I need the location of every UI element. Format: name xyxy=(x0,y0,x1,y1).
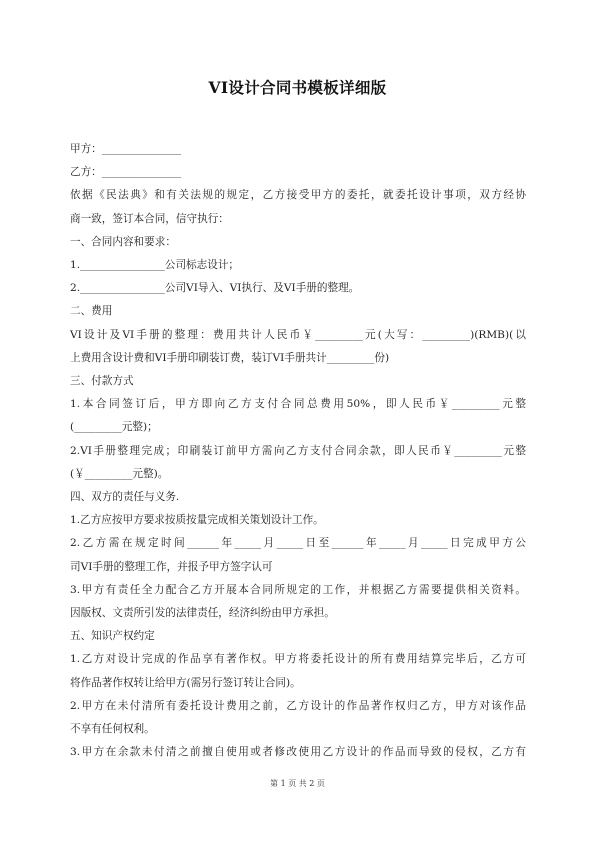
paragraph-line: 1.________________公司标志设计； xyxy=(70,259,240,272)
section-heading: 四、双方的责任与义务. xyxy=(70,491,180,504)
section-heading: 三、付款方式 xyxy=(70,375,134,388)
paragraph-line: 2.________________公司VI导入、VI执行、及VI手册的整理。 xyxy=(70,282,360,295)
paragraph-line: 1.乙方对设计完成的作品享有著作权。甲方将委托设计的所有费用结算完毕后，乙方可 xyxy=(70,653,526,666)
paragraph-line: 2.VI手册整理完成；印刷装订前甲方需向乙方支付合同余款，即人民币￥_________元整 xyxy=(70,444,526,457)
party-a-line: 甲方：_______________ xyxy=(70,143,182,155)
paragraph-line: VI设计及VI手册的整理：费用共计人民币￥_________元(大写：_________)(RMB)(以 xyxy=(70,328,526,341)
paragraph-line: 1.乙方应按甲方要求按质按量完成相关策划设计工作。 xyxy=(70,514,324,527)
paragraph-line: 将作品著作权转让给甲方(需另行签订转让合同)。 xyxy=(70,676,301,689)
paragraph-line: (_________元整)； xyxy=(70,421,158,434)
section-heading: 一、合同内容和要求： xyxy=(70,235,176,248)
paragraph-line: 3.甲方有责任全力配合乙方开展本合同所规定的工作，并根据乙方需要提供相关资料。 xyxy=(70,583,526,596)
paragraph-line: 3.甲方在余款未付清之前擅自使用或者修改使用乙方设计的作品而导致的侵权，乙方有 xyxy=(70,746,526,759)
paragraph-line: 1.本合同签订后，甲方即向乙方支付合同总费用50%，即人民币￥_________元整 xyxy=(70,398,526,411)
section-heading: 五、知识产权约定 xyxy=(70,630,155,643)
document-title: VI设计合同书模板详细版 xyxy=(208,78,387,97)
paragraph-line: 上费用含设计费和VI手册印刷装订费，装订VI手册共计_________份) xyxy=(70,351,390,364)
section-heading: 二、费用 xyxy=(70,305,113,318)
paragraph-line: 依据《民法典》和有关法规的规定，乙方接受甲方的委托，就委托设计事项，双方经协 xyxy=(70,189,526,202)
document-body xyxy=(70,138,526,764)
page-number-footer: 第 1 页 共 2 页 xyxy=(270,779,325,788)
paragraph-line: 2.乙方需在规定时间______年_____月_____日至______年_____月_____日完成甲方公 xyxy=(70,537,526,550)
paragraph-line: 不享有任何权利。 xyxy=(70,723,155,736)
paragraph-line: 因版权、文责所引发的法律责任，经济纠纷由甲方承担。 xyxy=(70,607,335,620)
party-b-line: 乙方：_______________ xyxy=(70,166,182,179)
paragraph-line: 司VI手册的整理工作，并报予甲方签字认可 xyxy=(70,560,273,573)
paragraph-line: (￥_________元整)。 xyxy=(70,467,169,480)
paragraph-line: 商一致，签订本合同，信守执行： xyxy=(70,212,229,225)
paragraph-line: 2.甲方在未付清所有委托设计费用之前，乙方设计的作品著作权归乙方，甲方对该作品 xyxy=(70,699,526,712)
